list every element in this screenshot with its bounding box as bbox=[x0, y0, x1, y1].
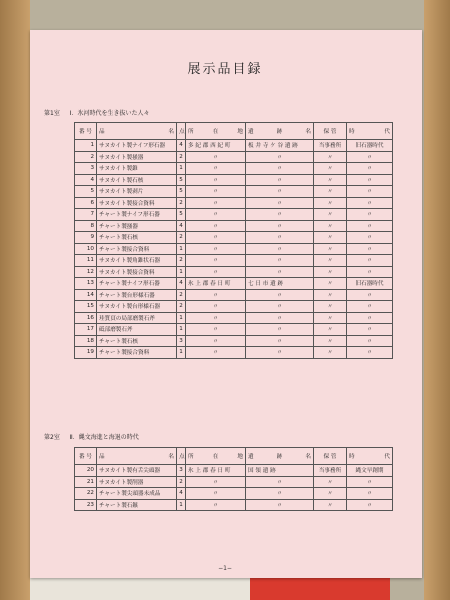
header-points: 点 bbox=[177, 123, 186, 140]
cell-store: 〃 bbox=[314, 232, 347, 244]
table-row bbox=[75, 151, 393, 163]
cell-loc: 〃 bbox=[186, 266, 246, 278]
cell-no: 6 bbox=[75, 197, 97, 209]
cell-no: 1 bbox=[75, 140, 97, 152]
cell-no: 10 bbox=[75, 243, 97, 255]
cell-store: 〃 bbox=[314, 197, 347, 209]
table-row bbox=[75, 347, 393, 359]
exhibit-table-1 bbox=[74, 122, 393, 359]
cell-name: チャート製ナイフ形石器 bbox=[97, 278, 177, 290]
cell-site: 〃 bbox=[246, 499, 314, 511]
cell-loc: 〃 bbox=[186, 220, 246, 232]
cell-store: 〃 bbox=[314, 335, 347, 347]
cell-pts: 1 bbox=[177, 347, 186, 359]
table-row bbox=[75, 335, 393, 347]
cell-loc: 〃 bbox=[186, 151, 246, 163]
cell-loc: 氷 上 郡 春 日 町 bbox=[186, 278, 246, 290]
header-storage: 保 管 bbox=[314, 123, 347, 140]
cell-era: 〃 bbox=[347, 243, 393, 255]
cell-loc: 〃 bbox=[186, 243, 246, 255]
header-item-name: 品 名 bbox=[97, 448, 177, 465]
cell-store: 〃 bbox=[314, 163, 347, 175]
cell-era: 〃 bbox=[347, 266, 393, 278]
cell-loc: 〃 bbox=[186, 476, 246, 488]
cell-pts: 1 bbox=[177, 243, 186, 255]
cell-era: 〃 bbox=[347, 324, 393, 336]
cell-loc: 〃 bbox=[186, 312, 246, 324]
cell-name: チャート製接合資料 bbox=[97, 347, 177, 359]
cell-name: チャート製尖頭器未成品 bbox=[97, 488, 177, 500]
header-points: 点 bbox=[177, 448, 186, 465]
cell-pts: 1 bbox=[177, 163, 186, 175]
table-row bbox=[75, 301, 393, 313]
cell-name: チャート製接合資料 bbox=[97, 243, 177, 255]
cell-no: 16 bbox=[75, 312, 97, 324]
cell-era: 〃 bbox=[347, 197, 393, 209]
cell-no: 2 bbox=[75, 151, 97, 163]
cell-era: 旧石器時代 bbox=[347, 278, 393, 290]
cell-era: 〃 bbox=[347, 499, 393, 511]
cell-name: チャート製石核 bbox=[97, 335, 177, 347]
header-number: 番 号 bbox=[75, 123, 97, 140]
cell-era: 〃 bbox=[347, 312, 393, 324]
table-row bbox=[75, 255, 393, 267]
cell-name: サヌカイト製削器 bbox=[97, 476, 177, 488]
cell-site: 〃 bbox=[246, 220, 314, 232]
cell-store: 〃 bbox=[314, 347, 347, 359]
red-cover-strip bbox=[250, 578, 390, 600]
cell-era: 〃 bbox=[347, 255, 393, 267]
cell-loc: 〃 bbox=[186, 347, 246, 359]
cell-era: 〃 bbox=[347, 335, 393, 347]
cell-no: 12 bbox=[75, 266, 97, 278]
cell-name: サヌカイト製接合資料 bbox=[97, 197, 177, 209]
cell-site: 〃 bbox=[246, 209, 314, 221]
cell-site: 〃 bbox=[246, 163, 314, 175]
cell-pts: 1 bbox=[177, 312, 186, 324]
cell-site: 〃 bbox=[246, 197, 314, 209]
cell-pts: 2 bbox=[177, 151, 186, 163]
cell-era: 〃 bbox=[347, 174, 393, 186]
cell-no: 17 bbox=[75, 324, 97, 336]
header-location: 所 在 地 bbox=[186, 448, 246, 465]
cell-site: 〃 bbox=[246, 488, 314, 500]
table-row bbox=[75, 209, 393, 221]
cell-store: 当事務所 bbox=[314, 465, 347, 477]
cell-pts: 2 bbox=[177, 232, 186, 244]
cell-no: 14 bbox=[75, 289, 97, 301]
cell-name: サヌカイト製角錐状石器 bbox=[97, 255, 177, 267]
cell-era: 〃 bbox=[347, 488, 393, 500]
cell-pts: 3 bbox=[177, 465, 186, 477]
table-row bbox=[75, 220, 393, 232]
cell-pts: 4 bbox=[177, 140, 186, 152]
cell-era: 縄文早創期 bbox=[347, 465, 393, 477]
cell-loc: 〃 bbox=[186, 163, 246, 175]
cell-store: 〃 bbox=[314, 289, 347, 301]
cell-pts: 3 bbox=[177, 335, 186, 347]
cell-era: 〃 bbox=[347, 220, 393, 232]
cell-loc: 〃 bbox=[186, 209, 246, 221]
cell-loc: 〃 bbox=[186, 186, 246, 198]
exhibit-table-2 bbox=[74, 447, 393, 511]
cell-era: 〃 bbox=[347, 289, 393, 301]
underlying-paper bbox=[30, 578, 250, 600]
cell-pts: 2 bbox=[177, 301, 186, 313]
cell-site: 〃 bbox=[246, 476, 314, 488]
cell-pts: 2 bbox=[177, 289, 186, 301]
cell-pts: 2 bbox=[177, 255, 186, 267]
cell-no: 21 bbox=[75, 476, 97, 488]
cell-pts: 2 bbox=[177, 476, 186, 488]
cell-name: 砥部磨製石斧 bbox=[97, 324, 177, 336]
cell-no: 4 bbox=[75, 174, 97, 186]
cell-site: 〃 bbox=[246, 347, 314, 359]
cell-store: 〃 bbox=[314, 243, 347, 255]
table-row bbox=[75, 324, 393, 336]
cell-pts: 1 bbox=[177, 499, 186, 511]
cell-loc: 〃 bbox=[186, 335, 246, 347]
section-2-title: Ⅱ．縄文海進と海退の時代 bbox=[69, 434, 139, 441]
table-row bbox=[75, 266, 393, 278]
cell-no: 9 bbox=[75, 232, 97, 244]
page-title: 展示品目録 bbox=[187, 62, 263, 77]
header-number: 番 号 bbox=[75, 448, 97, 465]
table-row bbox=[75, 476, 393, 488]
cell-pts: 5 bbox=[177, 209, 186, 221]
cell-era: 〃 bbox=[347, 476, 393, 488]
cell-store: 〃 bbox=[314, 174, 347, 186]
cell-store: 〃 bbox=[314, 266, 347, 278]
table-header bbox=[75, 123, 393, 140]
cell-name: サヌカイト製剥片 bbox=[97, 186, 177, 198]
cell-site: 〃 bbox=[246, 186, 314, 198]
header-site: 遺 跡 名 bbox=[246, 123, 314, 140]
cell-pts: 1 bbox=[177, 266, 186, 278]
cell-era: 〃 bbox=[347, 163, 393, 175]
header-location: 所 在 地 bbox=[186, 123, 246, 140]
table-row bbox=[75, 163, 393, 175]
cell-site: 板 井 寺 ケ 谷 遺 跡 bbox=[246, 140, 314, 152]
cell-site: 〃 bbox=[246, 312, 314, 324]
wood-background-left bbox=[0, 0, 30, 600]
cell-loc: 〃 bbox=[186, 232, 246, 244]
cell-loc: 〃 bbox=[186, 289, 246, 301]
cell-loc: 〃 bbox=[186, 255, 246, 267]
cell-store: 当事務所 bbox=[314, 140, 347, 152]
cell-name: サヌカイト製台形様石器 bbox=[97, 301, 177, 313]
cell-no: 23 bbox=[75, 499, 97, 511]
cell-loc: 〃 bbox=[186, 301, 246, 313]
header-era: 時 代 bbox=[347, 123, 393, 140]
cell-loc: 〃 bbox=[186, 174, 246, 186]
cell-site: 〃 bbox=[246, 301, 314, 313]
cell-no: 13 bbox=[75, 278, 97, 290]
cell-store: 〃 bbox=[314, 220, 347, 232]
cell-era: 〃 bbox=[347, 186, 393, 198]
cell-name: サヌカイト製接合資料 bbox=[97, 266, 177, 278]
header-item-name: 品 名 bbox=[97, 123, 177, 140]
cell-pts: 5 bbox=[177, 174, 186, 186]
cell-name: サヌカイト製ナイフ形石器 bbox=[97, 140, 177, 152]
cell-pts: 4 bbox=[177, 488, 186, 500]
cell-name: サヌカイト製有舌尖頭器 bbox=[97, 465, 177, 477]
table-row bbox=[75, 465, 393, 477]
cell-name: サヌカイト製掻器 bbox=[97, 151, 177, 163]
cell-no: 3 bbox=[75, 163, 97, 175]
cell-store: 〃 bbox=[314, 186, 347, 198]
header-era: 時 代 bbox=[347, 448, 393, 465]
cell-pts: 2 bbox=[177, 197, 186, 209]
cell-name: チャート製石鏃 bbox=[97, 499, 177, 511]
section-1-heading bbox=[44, 108, 158, 117]
cell-store: 〃 bbox=[314, 488, 347, 500]
cell-pts: 4 bbox=[177, 278, 186, 290]
table-row bbox=[75, 174, 393, 186]
cell-era: 〃 bbox=[347, 347, 393, 359]
cell-store: 〃 bbox=[314, 312, 347, 324]
cell-site: 〃 bbox=[246, 335, 314, 347]
cell-site: 〃 bbox=[246, 243, 314, 255]
table-row bbox=[75, 278, 393, 290]
cell-name: チャート製ナイフ形石器 bbox=[97, 209, 177, 221]
cell-loc: 〃 bbox=[186, 197, 246, 209]
header-storage: 保 管 bbox=[314, 448, 347, 465]
cell-loc: 〃 bbox=[186, 488, 246, 500]
cell-site: 〃 bbox=[246, 255, 314, 267]
cell-era: 〃 bbox=[347, 301, 393, 313]
cell-loc: 氷 上 郡 春 日 町 bbox=[186, 465, 246, 477]
table-row bbox=[75, 186, 393, 198]
cell-store: 〃 bbox=[314, 324, 347, 336]
cell-era: 〃 bbox=[347, 151, 393, 163]
cell-store: 〃 bbox=[314, 476, 347, 488]
cell-name: チャート製台形様石器 bbox=[97, 289, 177, 301]
cell-loc: 〃 bbox=[186, 499, 246, 511]
cell-store: 〃 bbox=[314, 255, 347, 267]
cell-era: 〃 bbox=[347, 209, 393, 221]
cell-site: 〃 bbox=[246, 151, 314, 163]
section-1-title: Ⅰ．氷河時代を生き抜いた人々 bbox=[69, 110, 150, 117]
cell-site: 〃 bbox=[246, 266, 314, 278]
table-row bbox=[75, 232, 393, 244]
cell-name: チャート製掻器 bbox=[97, 220, 177, 232]
cell-no: 11 bbox=[75, 255, 97, 267]
section-1-room: 第1室 bbox=[44, 110, 60, 117]
cell-store: 〃 bbox=[314, 499, 347, 511]
section-2-room: 第2室 bbox=[44, 434, 60, 441]
cell-no: 15 bbox=[75, 301, 97, 313]
cell-no: 22 bbox=[75, 488, 97, 500]
cell-site: 七 日 市 遺 跡 bbox=[246, 278, 314, 290]
cell-pts: 4 bbox=[177, 220, 186, 232]
cell-era: 旧石器時代 bbox=[347, 140, 393, 152]
cell-site: 〃 bbox=[246, 324, 314, 336]
table-header bbox=[75, 448, 393, 465]
cell-loc: 〃 bbox=[186, 324, 246, 336]
cell-store: 〃 bbox=[314, 151, 347, 163]
table-row bbox=[75, 488, 393, 500]
cell-name: 珪質頁の局部磨製石斧 bbox=[97, 312, 177, 324]
section-2-heading bbox=[44, 432, 147, 441]
cell-name: サヌカイト製石核 bbox=[97, 174, 177, 186]
cell-loc: 多 紀 郡 西 紀 町 bbox=[186, 140, 246, 152]
cell-name: サヌカイト製錐 bbox=[97, 163, 177, 175]
cell-site: 〃 bbox=[246, 174, 314, 186]
cell-no: 20 bbox=[75, 465, 97, 477]
cell-site: 〃 bbox=[246, 232, 314, 244]
cell-store: 〃 bbox=[314, 209, 347, 221]
cell-no: 8 bbox=[75, 220, 97, 232]
header-site: 遺 跡 名 bbox=[246, 448, 314, 465]
table-row bbox=[75, 289, 393, 301]
table-row bbox=[75, 312, 393, 324]
cell-no: 7 bbox=[75, 209, 97, 221]
cell-store: 〃 bbox=[314, 278, 347, 290]
table-row bbox=[75, 499, 393, 511]
cell-no: 5 bbox=[75, 186, 97, 198]
cell-pts: 5 bbox=[177, 186, 186, 198]
cell-pts: 1 bbox=[177, 324, 186, 336]
cell-no: 19 bbox=[75, 347, 97, 359]
cell-store: 〃 bbox=[314, 301, 347, 313]
cell-era: 〃 bbox=[347, 232, 393, 244]
wood-background-right bbox=[424, 0, 450, 600]
table-row bbox=[75, 140, 393, 152]
cell-site: 〃 bbox=[246, 289, 314, 301]
page-number: −1− bbox=[218, 565, 232, 572]
cell-site: 国 領 遺 跡 bbox=[246, 465, 314, 477]
table-row bbox=[75, 243, 393, 255]
cell-no: 18 bbox=[75, 335, 97, 347]
cell-name: チャート製石核 bbox=[97, 232, 177, 244]
table-row bbox=[75, 197, 393, 209]
